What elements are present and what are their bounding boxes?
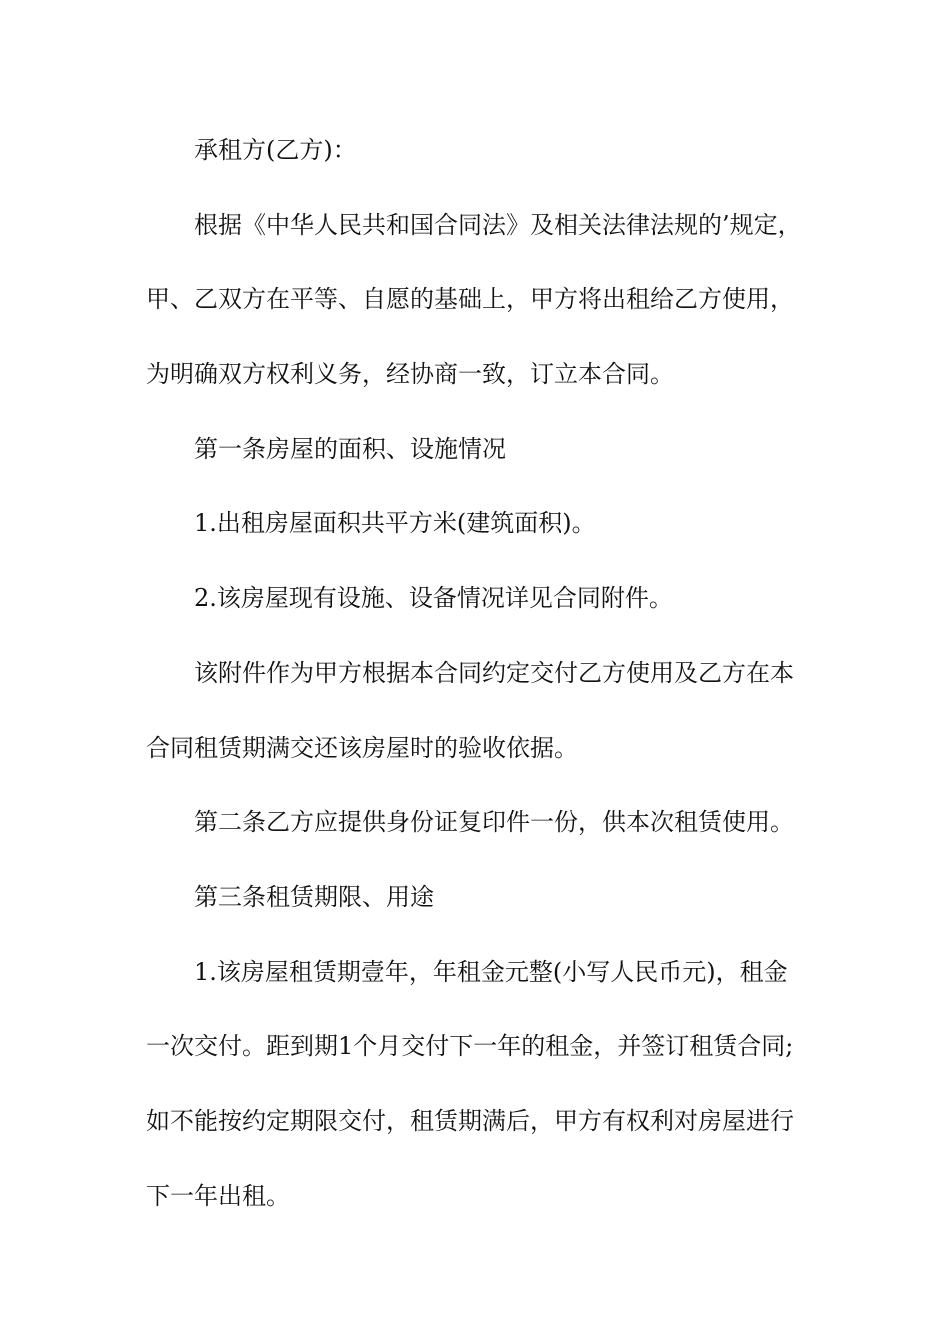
paragraph-article-3-heading bbox=[146, 860, 806, 935]
paragraph-article-1-item-2 bbox=[146, 561, 806, 636]
text-line: 该附件作为甲方根据本合同约定交付乙方使用及乙方在本 bbox=[194, 658, 794, 687]
text-line: 一次交付。距到期1个月交付下一年的租金，并签订租赁合同; bbox=[146, 1032, 794, 1061]
text-line: 承租方(乙方)： bbox=[194, 136, 357, 164]
paragraph-lessee bbox=[146, 113, 806, 188]
text-line: 第一条房屋的面积、设施情况 bbox=[194, 434, 506, 463]
paragraph-article-2 bbox=[146, 785, 806, 860]
text-line: 第三条租赁期限、用途 bbox=[194, 882, 434, 911]
document-body bbox=[146, 113, 806, 1233]
text-line: 甲、乙双方在平等、自愿的基础上，甲方将出租给乙方使用， bbox=[146, 285, 794, 314]
text-line: 第二条乙方应提供身份证复印件一份，供本次租赁使用。 bbox=[194, 808, 794, 837]
text-line: 如不能按约定期限交付，租赁期满后，甲方有权利对房屋进行 bbox=[146, 1106, 794, 1135]
paragraph-preamble bbox=[146, 188, 806, 412]
paragraph-article-1-item-1 bbox=[146, 486, 806, 561]
text-line: 1.出租房屋面积共平方米(建筑面积)。 bbox=[194, 509, 596, 538]
text-line: 合同租赁期满交还该房屋时的验收依据。 bbox=[146, 733, 578, 762]
text-line: 为明确双方权利义务，经协商一致，订立本合同。 bbox=[146, 360, 674, 389]
paragraph-article-1-heading bbox=[146, 412, 806, 487]
paragraph-attachment bbox=[146, 636, 806, 785]
text-line: 下一年出租。 bbox=[146, 1181, 290, 1210]
text-line: 2.该房屋现有设施、设备情况详见合同附件。 bbox=[194, 584, 673, 613]
text-line: 1.该房屋租赁期壹年，年租金元整(小写人民币元)，租金 bbox=[194, 957, 788, 986]
text-line: 根据《中华人民共和国合同法》及相关法律法规的’规定， bbox=[194, 210, 802, 239]
paragraph-article-3-item-1 bbox=[146, 935, 806, 1234]
